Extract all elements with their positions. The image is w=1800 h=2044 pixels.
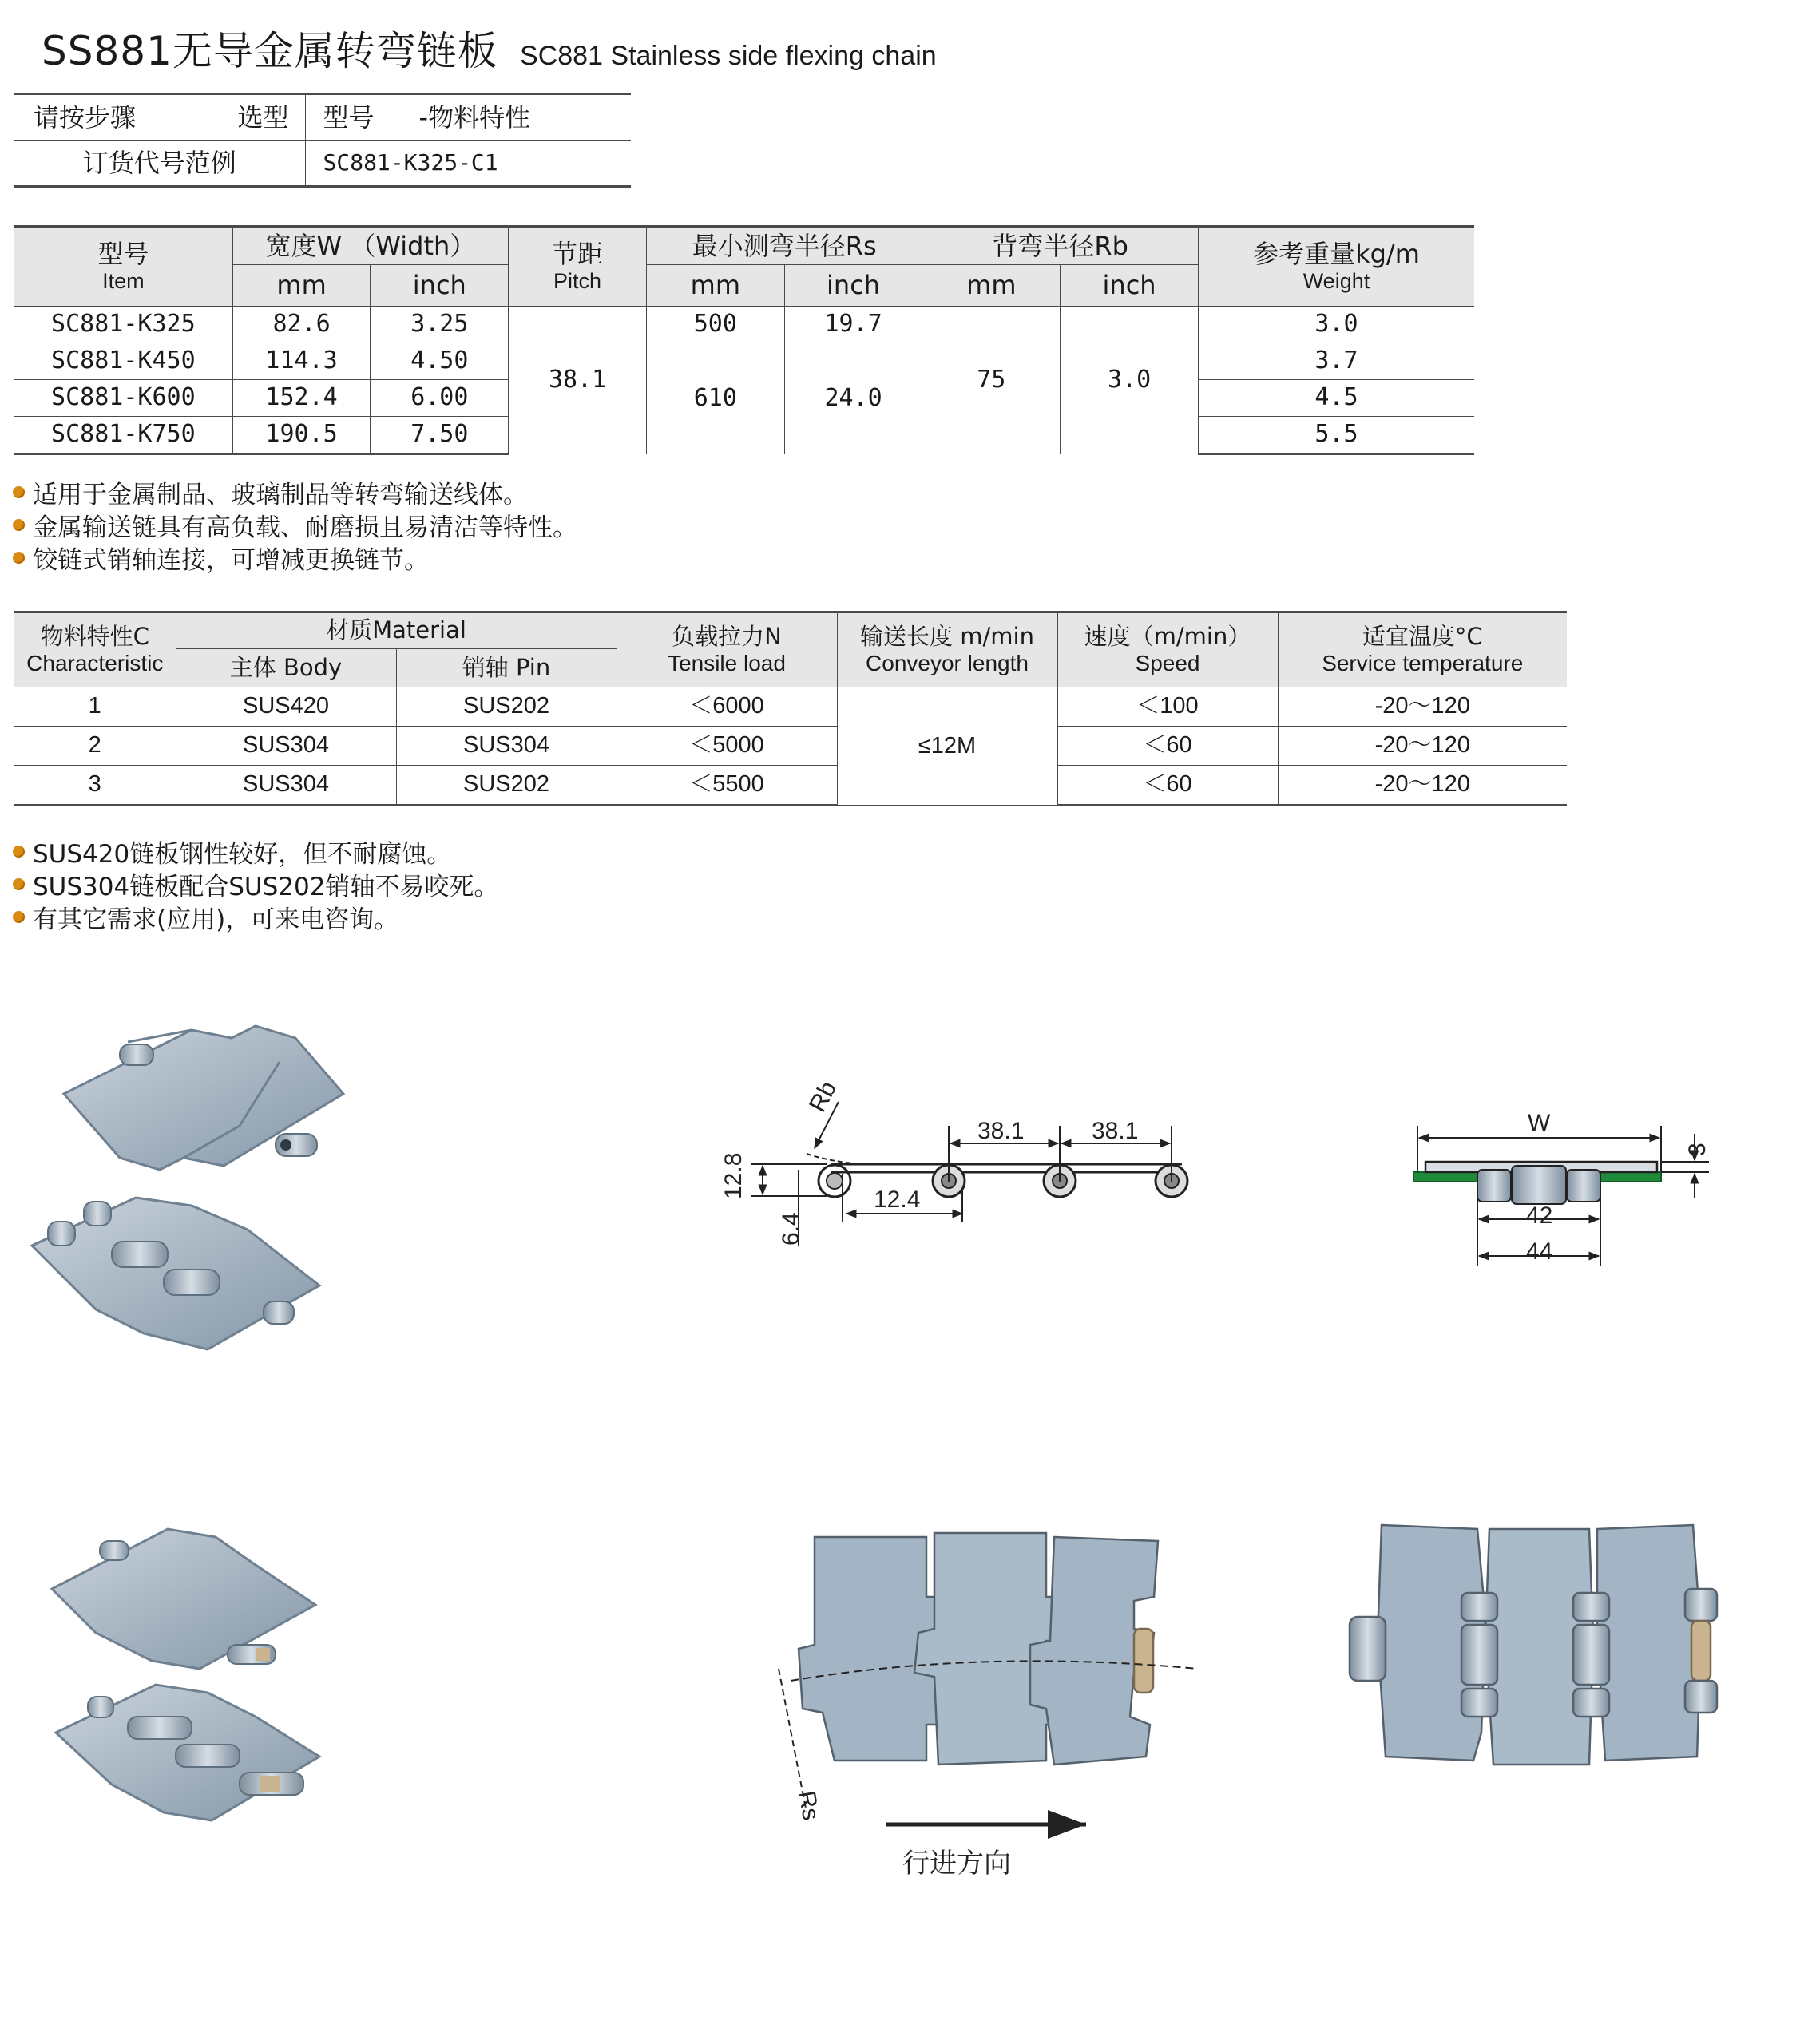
note-text: 铰链式销轴连接，可增减更换链节。 <box>33 546 429 575</box>
header-width-inch: inch <box>371 265 509 307</box>
header-length-cn: 输送长度 m/min <box>860 623 1034 651</box>
header-pin: 销轴 Pin <box>396 649 617 687</box>
header-load-en: Tensile load <box>668 650 786 675</box>
cell-speed: ＜60 <box>1057 766 1278 806</box>
header-speed-cn: 速度（m/min） <box>1084 623 1251 651</box>
cell-model: SC881-K750 <box>14 417 232 454</box>
cell-load: ＜6000 <box>617 687 837 727</box>
cell-temp: -20～120 <box>1278 766 1567 806</box>
header-speed-en: Speed <box>1135 650 1200 675</box>
cell-width-inch: 3.25 <box>371 307 509 343</box>
header-width-mm: mm <box>232 265 371 307</box>
cell-load: ＜5500 <box>617 766 837 806</box>
cell-speed: ＜100 <box>1057 687 1278 727</box>
header-load-cn: 负载拉力N <box>672 623 782 651</box>
note-text: SUS420链板钢性较好，但不耐腐蚀。 <box>33 840 452 869</box>
cell-model: SC881-K325 <box>14 307 232 343</box>
label-direction: 行进方向 <box>902 1848 1011 1879</box>
cell-pin: SUS304 <box>396 727 617 766</box>
label-hinge: 42 <box>1526 1202 1553 1229</box>
cell-rb-inch: 3.0 <box>1061 307 1199 454</box>
cell-load: ＜5000 <box>617 727 837 766</box>
header-rs-mm: mm <box>646 265 784 307</box>
label-plate-thickness: 3 <box>1684 1143 1711 1156</box>
header-temp-cn: 适宜温度°C <box>1362 623 1483 651</box>
cell-speed: ＜60 <box>1057 727 1278 766</box>
header-body: 主体 Body <box>176 649 396 687</box>
chain-render-top-view-1 <box>64 1026 343 1170</box>
cell-pin: SUS202 <box>396 766 617 806</box>
title-en: SC881 Stainless side flexing chain <box>520 41 937 71</box>
header-rs: 最小测弯半径Rs <box>646 227 922 265</box>
header-material: 材质Material <box>176 612 617 649</box>
header-rb-mm: mm <box>922 265 1061 307</box>
cell-c: 3 <box>14 766 176 806</box>
label-pitch-2: 38.1 <box>1092 1118 1139 1144</box>
label-pitch-1: 38.1 <box>977 1118 1025 1144</box>
cell-length: ≤12M <box>837 687 1057 806</box>
header-pitch-cn: 节距 <box>552 239 604 270</box>
cell-temp: -20～120 <box>1278 727 1567 766</box>
label-rb: Rb <box>804 1076 843 1117</box>
header-weight-en: Weight <box>1302 268 1370 293</box>
label-width: W <box>1528 1110 1551 1136</box>
cell-width-mm: 82.6 <box>232 307 371 343</box>
note-text: SUS304链板配合SUS202销轴不易咬死。 <box>33 873 499 901</box>
cell-weight: 3.0 <box>1198 307 1474 343</box>
cell-width-inch: 4.50 <box>371 343 509 380</box>
cell-width-mm: 190.5 <box>232 417 371 454</box>
cell-body: SUS420 <box>176 687 396 727</box>
cell-weight: 3.7 <box>1198 343 1474 380</box>
header-temp-en: Service temperature <box>1322 650 1524 675</box>
header-pitch-en: Pitch <box>553 268 602 293</box>
example-code: SC881-K325-C1 <box>305 141 631 187</box>
side-profile-labels <box>720 1077 1138 1246</box>
header-char-cn: 物料特性C <box>40 623 149 651</box>
select-label: 选型 <box>237 102 289 133</box>
label-rs: Rs <box>793 1788 824 1823</box>
header-item-en: Item <box>102 268 145 293</box>
property-label: -物料特性 <box>418 101 531 133</box>
header-rs-inch: inch <box>784 265 922 307</box>
header-length-en: Conveyor length <box>866 650 1029 675</box>
label-hinge-outer: 44 <box>1526 1238 1553 1265</box>
cell-body: SUS304 <box>176 727 396 766</box>
title-cn: SS881无导金属转弯链板 <box>42 28 498 74</box>
label-height: 12.8 <box>720 1152 747 1199</box>
cell-width-inch: 6.00 <box>371 380 509 417</box>
note-text: 有其它需求(应用)，可来电咨询。 <box>33 905 399 934</box>
cell-rs-inch: 24.0 <box>784 343 922 454</box>
header-item-cn: 型号 <box>97 239 149 270</box>
cell-pitch: 38.1 <box>509 307 647 454</box>
chain-render-bottom-view-2 <box>56 1685 319 1820</box>
cell-width-mm: 114.3 <box>232 343 371 380</box>
bottom-view-flexing-chain <box>1350 1525 1717 1765</box>
cell-rs-mm: 610 <box>646 343 784 454</box>
step-label: 请按步骤 <box>34 102 137 133</box>
example-label: 订货代号范例 <box>14 141 305 187</box>
cell-model: SC881-K450 <box>14 343 232 380</box>
cell-body: SUS304 <box>176 766 396 806</box>
end-view-drawing <box>1413 1126 1709 1266</box>
cell-model: SC881-K600 <box>14 380 232 417</box>
note-text: 金属输送链具有高负载、耐磨损且易清洁等特性。 <box>33 513 577 542</box>
top-view-flexing-chain <box>779 1533 1198 1839</box>
header-weight-cn: 参考重量kg/m <box>1253 239 1420 270</box>
cell-pin: SUS202 <box>396 687 617 727</box>
note-text: 适用于金属制品、玻璃制品等转弯输送线体。 <box>33 481 528 509</box>
cell-rs-mm: 500 <box>646 307 784 343</box>
label-thickness: 6.4 <box>778 1212 804 1246</box>
header-char-en: Characteristic <box>26 650 164 675</box>
cell-temp: -20～120 <box>1278 687 1567 727</box>
label-offset: 12.4 <box>874 1186 921 1213</box>
cell-weight: 5.5 <box>1198 417 1474 454</box>
cell-width-inch: 7.50 <box>371 417 509 454</box>
cell-c: 2 <box>14 727 176 766</box>
cell-rb-mm: 75 <box>922 307 1061 454</box>
cell-rs-inch: 19.7 <box>784 307 922 343</box>
header-rb: 背弯半径Rb <box>922 227 1199 265</box>
cell-weight: 4.5 <box>1198 380 1474 417</box>
chain-render-top-view-2 <box>52 1529 315 1669</box>
cell-c: 1 <box>14 687 176 727</box>
header-width: 宽度W （Width） <box>232 227 509 265</box>
chain-render-bottom-view-1 <box>32 1198 319 1349</box>
top-view-labels <box>793 1788 1011 1879</box>
model-label: 型号 <box>323 101 375 133</box>
header-rb-inch: inch <box>1061 265 1199 307</box>
cell-width-mm: 152.4 <box>232 380 371 417</box>
